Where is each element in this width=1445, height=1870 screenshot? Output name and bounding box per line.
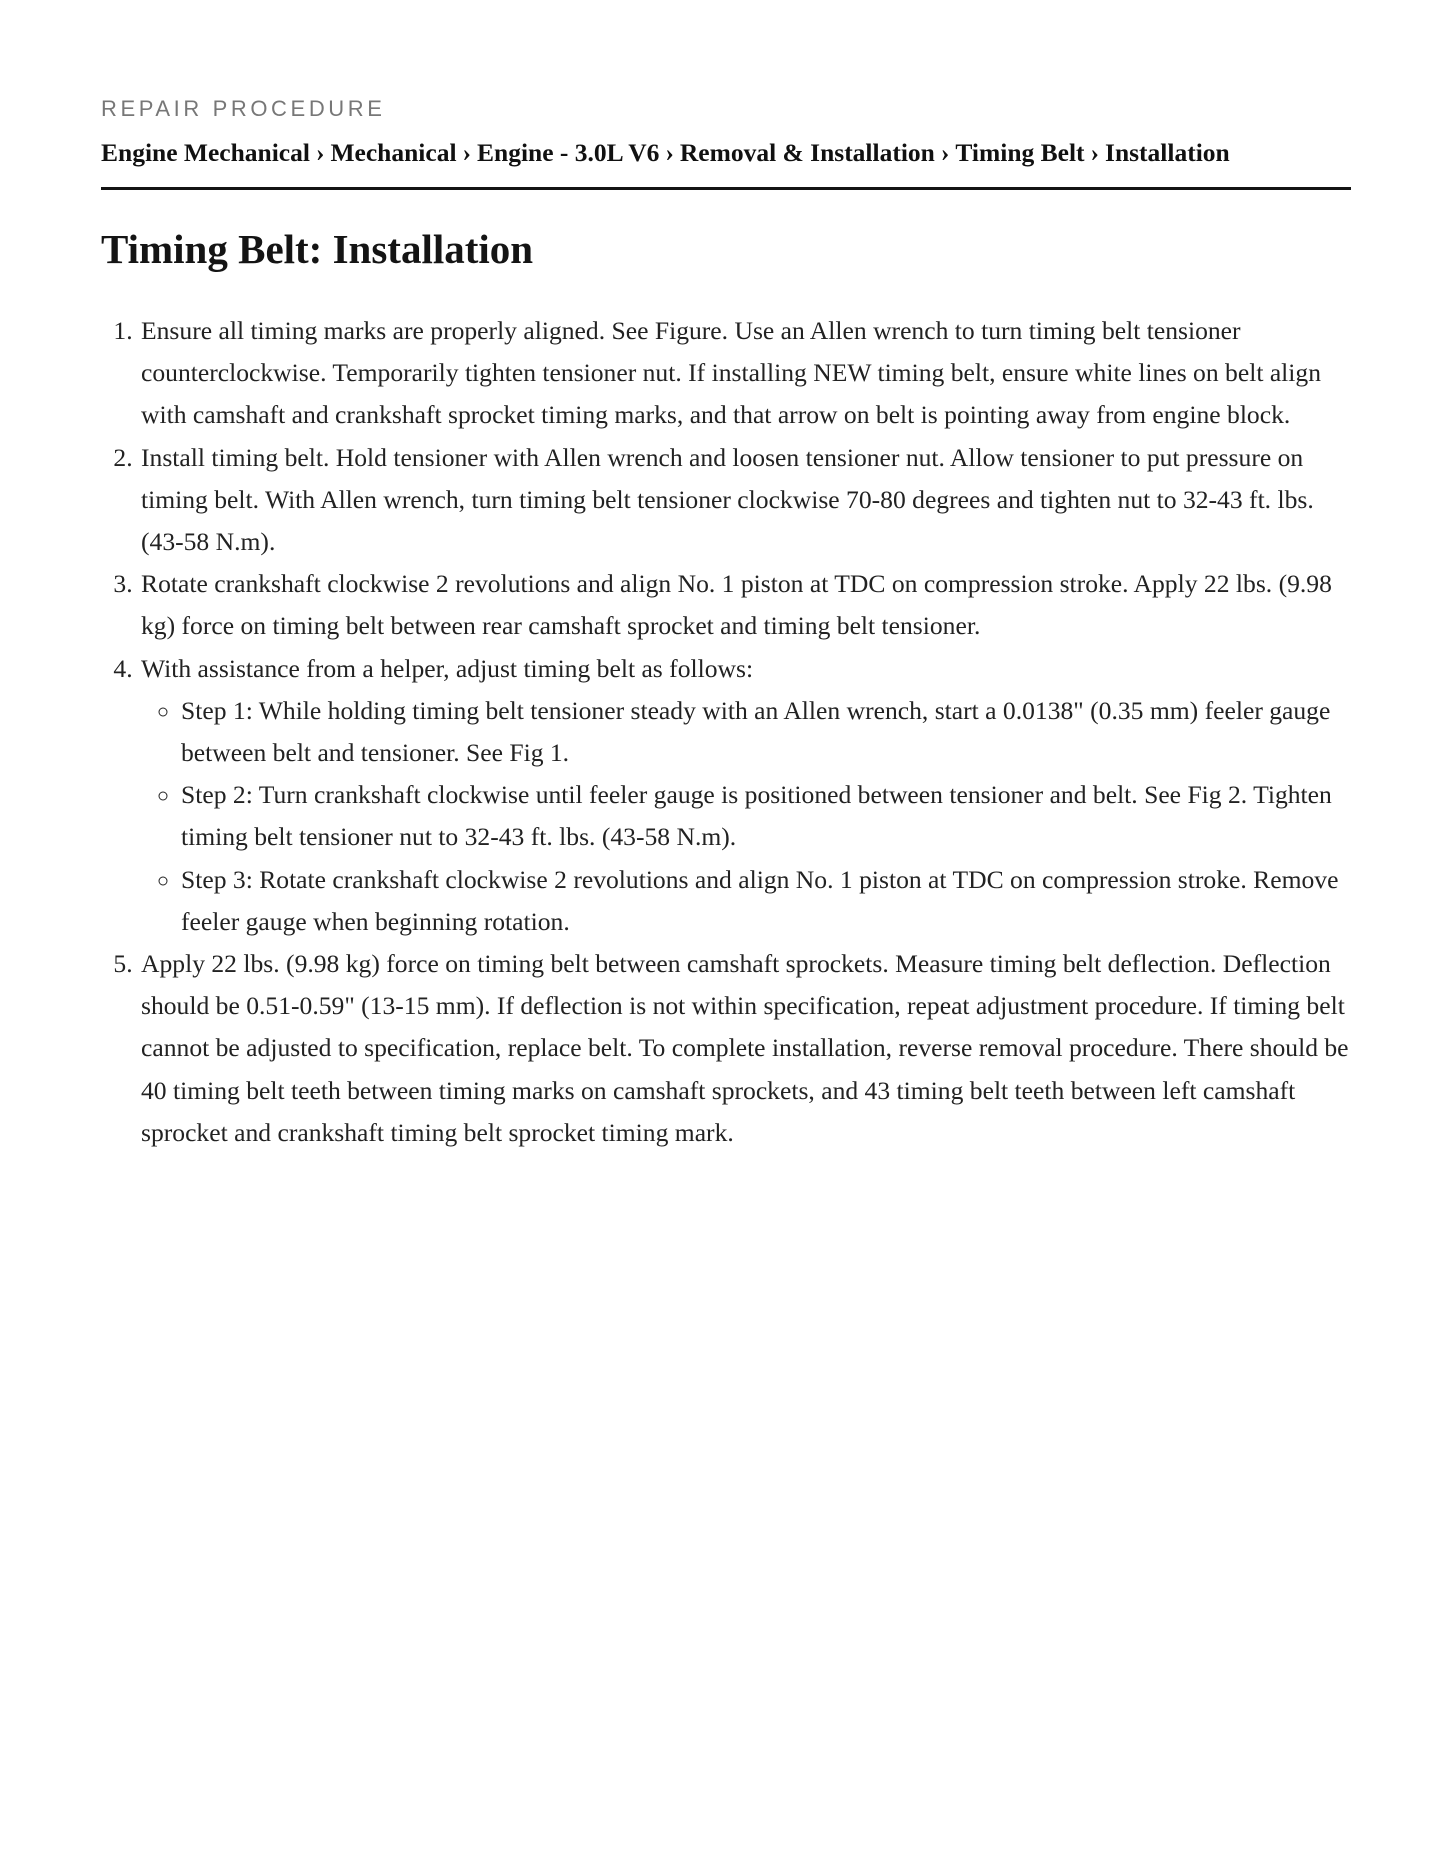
breadcrumb-item[interactable]: Engine Mechanical xyxy=(101,138,310,167)
procedure-substeps xyxy=(141,690,1351,943)
page-title: Timing Belt: Installation xyxy=(101,226,534,272)
step-text: Ensure all timing marks are properly aligned. See Figure. Use an Allen wrench to turn timing belt tensioner counterclockwise. Temporarily tighten tensioner nut. If installing NEW timing belt, ensure white lines on belt align with camshaft and crankshaft sprocket timing marks, and that arrow on belt is pointing away from engine block. xyxy=(141,316,1321,430)
procedure-steps xyxy=(101,310,1351,1154)
breadcrumb-item-current: Installation xyxy=(1105,138,1230,167)
procedure-substep xyxy=(181,690,1351,774)
breadcrumb-separator: › xyxy=(940,138,950,167)
step-text: Rotate crankshaft clockwise 2 revolutions and align No. 1 piston at TDC on compression stroke. Apply 22 lbs. (9.98 kg) force on timing belt between rear camshaft sprocket and timing belt tensioner. xyxy=(141,569,1332,641)
procedure-step xyxy=(139,563,1351,647)
breadcrumb-item[interactable]: Engine - 3.0L V6 xyxy=(477,138,660,167)
section-kicker: REPAIR PROCEDURE xyxy=(101,96,386,121)
breadcrumb-separator: › xyxy=(462,138,472,167)
procedure-step xyxy=(139,310,1351,437)
breadcrumb-separator: › xyxy=(315,138,325,167)
breadcrumb-separator: › xyxy=(665,138,674,167)
step-text: Apply 22 lbs. (9.98 kg) force on timing belt between camshaft sprockets. Measure timing belt deflection. Deflection should be 0.51-0.59" (13-15 mm). If deflection is not within specification, repeat adjustment procedure. If timing belt cannot be adjusted to specification, replace belt. To complete installation, reverse removal procedure. There should be 40 timing belt teeth between timing marks on camshaft sprockets, and 43 timing belt teeth between left camshaft sprocket and crankshaft timing belt sprocket timing mark. xyxy=(141,949,1349,1147)
substep-text: Step 2: Turn crankshaft clockwise until feeler gauge is positioned between tensioner and belt. See Fig 2. Tighten timing belt tensioner nut to 32-43 ft. lbs. (43-58 N.m). xyxy=(181,780,1332,852)
breadcrumb-item[interactable]: Timing Belt xyxy=(955,138,1085,167)
procedure-step xyxy=(139,648,1351,943)
breadcrumb xyxy=(101,138,1230,168)
header-divider xyxy=(101,187,1351,190)
breadcrumb-separator: › xyxy=(1090,138,1100,167)
procedure-step xyxy=(139,437,1351,564)
breadcrumb-item[interactable]: Removal & Installation xyxy=(679,138,935,167)
step-text: With assistance from a helper, adjust timing belt as follows: xyxy=(141,653,754,683)
procedure-substep xyxy=(181,859,1351,943)
breadcrumb-item[interactable]: Mechanical xyxy=(330,138,457,167)
procedure-step xyxy=(139,943,1351,1154)
step-text: Install timing belt. Hold tensioner with Allen wrench and loosen tensioner nut. Allow tensioner to put pressure on timing belt. With Allen wrench, turn timing belt tensioner clockwise 70-80 degrees and tighten nut to 32-43 ft. lbs. (43-58 N.m). xyxy=(141,442,1314,557)
substep-text: Step 1: While holding timing belt tensioner steady with an Allen wrench, start a 0.0138" (0.35 mm) feeler gauge between belt and tensioner. See Fig 1. xyxy=(181,695,1331,768)
procedure-substep xyxy=(181,774,1351,858)
substep-text: Step 3: Rotate crankshaft clockwise 2 revolutions and align No. 1 piston at TDC on compression stroke. Remove feeler gauge when beginning rotation. xyxy=(181,864,1339,936)
